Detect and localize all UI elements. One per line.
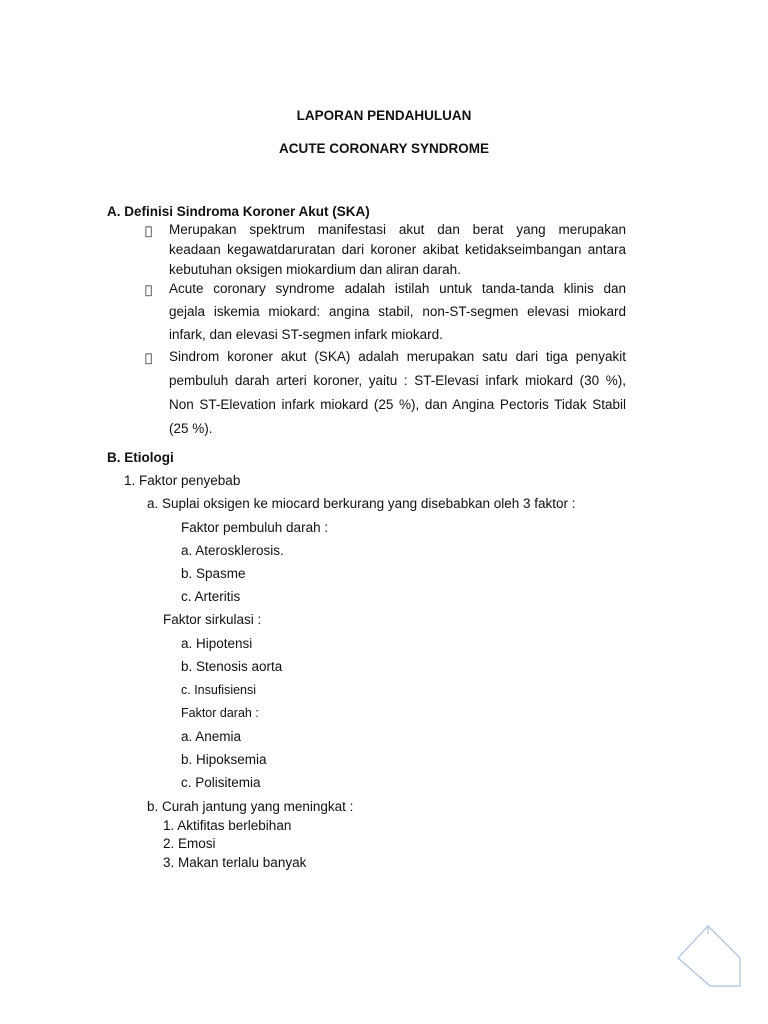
bullet-3-line-1: Sindrom koroner akut (SKA) adalah merupakan satu dari tiga penyakit bbox=[169, 349, 626, 364]
bullet-3-line-3: Non ST-Elevation infark miokard (25 %), dan Angina Pectoris Tidak Stabil bbox=[169, 397, 626, 412]
bullet-3-line-4: (25 %). bbox=[169, 421, 213, 436]
etiologi-item-1b: b. Curah jantung yang meningkat : bbox=[147, 799, 354, 814]
faktor-pembuluh-label: Faktor pembuluh darah : bbox=[181, 520, 329, 535]
darah-item: a. Anemia bbox=[181, 729, 242, 744]
darah-item: c. Polisitemia bbox=[181, 775, 261, 790]
bullet-1-line-2: keadaan kegawatdaruratan dari koroner akibat ketidakseimbangan antara bbox=[169, 242, 626, 257]
bullet-1-line-1: Merupakan spektrum manifestasi akut dan berat yang merupakan bbox=[169, 222, 626, 237]
bullet-2-line-2: gejala iskemia miokard: angina stabil, non-ST-segmen elevasi miokard bbox=[169, 304, 626, 319]
faktor-darah-label: Faktor darah : bbox=[181, 706, 259, 720]
bullet-icon bbox=[145, 283, 152, 297]
darah-item: b. Hipoksemia bbox=[181, 752, 267, 767]
curah-item: 2. Emosi bbox=[163, 836, 216, 851]
document-title: LAPORAN PENDAHULUAN bbox=[296, 108, 472, 123]
bullet-1-line-3: kebutuhan oksigen miokardium dan aliran darah. bbox=[169, 262, 461, 277]
faktor-sirkulasi-label: Faktor sirkulasi : bbox=[163, 612, 262, 627]
etiologi-item-1a: a. Suplai oksigen ke miocard berkurang yang disebabkan oleh 3 faktor : bbox=[147, 496, 576, 511]
curah-item: 3. Makan terlalu banyak bbox=[163, 855, 307, 870]
document-subtitle: ACUTE CORONARY SYNDROME bbox=[278, 141, 489, 156]
bullet-icon bbox=[145, 224, 152, 238]
pembuluh-item: b. Spasme bbox=[181, 566, 246, 581]
section-a-heading: A. Definisi Sindroma Koroner Akut (SKA) bbox=[107, 204, 370, 219]
pembuluh-item: a. Aterosklerosis. bbox=[181, 543, 284, 558]
curah-item: 1. Aktifitas berlebihan bbox=[163, 818, 292, 833]
sirkulasi-item: b. Stenosis aorta bbox=[181, 659, 283, 674]
bullet-2-line-3: infark, dan elevasi ST-segmen infark miokard. bbox=[169, 327, 443, 342]
bullet-3-line-2: pembuluh darah arteri koroner, yaitu : ST-Elevasi infark miokard (30 %), bbox=[169, 373, 626, 388]
bullet-icon bbox=[145, 351, 152, 365]
pembuluh-item: c. Arteritis bbox=[181, 589, 241, 604]
page-corner-icon bbox=[672, 920, 752, 1000]
etiologi-item-1: 1. Faktor penyebab bbox=[124, 473, 241, 488]
bullet-2-line-1: Acute coronary syndrome adalah istilah untuk tanda-tanda klinis dan bbox=[169, 281, 626, 296]
sirkulasi-item: a. Hipotensi bbox=[181, 636, 253, 651]
sirkulasi-item: c. Insufisiensi bbox=[181, 683, 257, 697]
section-b-heading: B. Etiologi bbox=[107, 450, 174, 465]
